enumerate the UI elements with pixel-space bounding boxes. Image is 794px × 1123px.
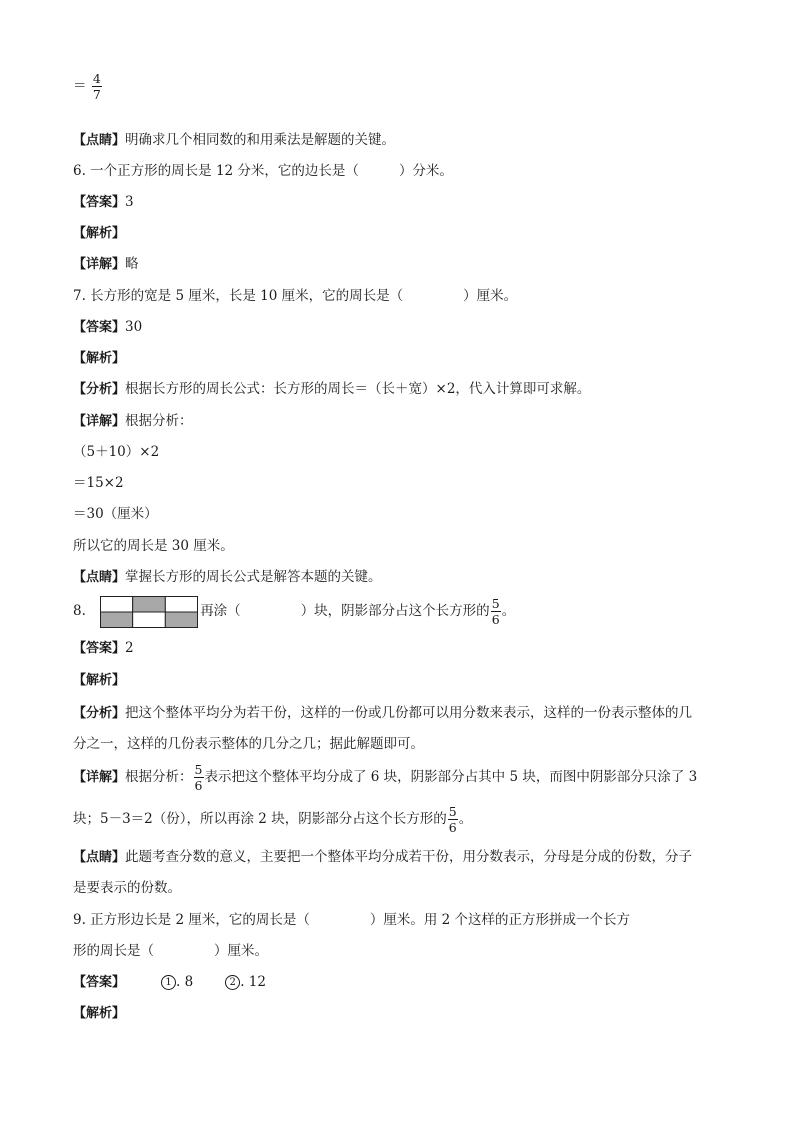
reasoning-tag: 【分析】 (73, 382, 126, 397)
detail-line (73, 760, 697, 795)
analysis-line (73, 223, 125, 244)
circled-number: 1 (161, 975, 176, 990)
question-text-end: ）厘米。 (214, 943, 268, 959)
analysis-tag: 【解析】 (73, 226, 126, 241)
analysis-tag: 【解析】 (73, 1006, 126, 1021)
question-7 (73, 286, 517, 306)
fraction (448, 804, 458, 835)
question-text-mid: ）厘米。用 2 个这样的正方形拼成一个长方 (369, 912, 631, 928)
unshaded-cell (100, 596, 133, 612)
reasoning-line (73, 379, 590, 400)
equation-line (73, 71, 103, 102)
question-text-end: ）厘米。 (463, 288, 518, 304)
reasoning-text: 把这个整体平均分为若干份，这样的一份或几份都可以用分数来表示，这样的一份表示整体的几 (125, 705, 693, 721)
fraction-denominator: 6 (194, 778, 203, 793)
question-text-mid: ）块，阴影部分占这个长方形的 (300, 603, 490, 619)
key-point-line (73, 847, 692, 868)
conclusion-line: 所以它的周长是 30 厘米。 (73, 538, 234, 554)
detail-text-end: 。 (458, 811, 473, 827)
shaded-cell (166, 612, 199, 628)
question-6 (73, 161, 453, 181)
question-text: 7. 长方形的宽是 5 厘米，长是 10 厘米，它的周长是（ (73, 288, 404, 304)
answer-tag: 【答案】 (73, 320, 126, 335)
fraction (194, 762, 204, 793)
fraction-numerator: 5 (448, 804, 457, 819)
answer-line (73, 972, 266, 993)
answer-value: . 12 (240, 974, 266, 990)
equals-sign: ＝ (73, 78, 87, 94)
answer-tag: 【答案】 (73, 641, 126, 656)
analysis-tag: 【解析】 (73, 351, 126, 366)
answer-value: 2 (125, 640, 134, 656)
answer-line (73, 192, 134, 213)
calc-line: （5＋10）×2 (73, 444, 160, 460)
key-point-tag: 【点睛】 (73, 570, 126, 585)
key-point-line (73, 567, 382, 588)
calc-line: ＝15×2 (73, 475, 124, 491)
answer-value: 30 (125, 319, 143, 335)
question-text-end: ）分米。 (398, 163, 453, 179)
key-point-line-2: 是要表示的份数。 (73, 880, 181, 896)
detail-text: 根据分析： (125, 413, 193, 429)
detail-text-cont: 表示把这个整体平均分成了 6 块，阴影部分占其中 5 块，而图中阴影部分只涂了 3 (204, 769, 698, 785)
detail-text: 略 (125, 256, 139, 272)
detail-text: 块；5－3＝2（份），所以再涂 2 块，阴影部分占这个长方形的 (73, 811, 447, 827)
shaded-cell (100, 612, 133, 628)
question-text: 6. 一个正方形的周长是 12 分米，它的边长是（ (73, 163, 359, 179)
rectangle-grid-figure (100, 596, 198, 628)
reasoning-tag: 【分析】 (73, 706, 126, 721)
fraction (92, 71, 102, 102)
reasoning-line (73, 703, 692, 724)
key-point-line (73, 130, 395, 151)
question-9 (73, 910, 630, 930)
fraction-numerator: 5 (491, 596, 500, 611)
analysis-line (73, 670, 125, 691)
answer-line (73, 317, 142, 338)
detail-line (73, 254, 139, 275)
key-point-tag: 【点睛】 (73, 133, 126, 148)
reasoning-text: 根据长方形的周长公式：长方形的周长＝（长＋宽）×2，代入计算即可求解。 (125, 381, 591, 397)
question-9-line-2 (73, 941, 268, 961)
calc-line: ＝30（厘米） (73, 506, 158, 522)
detail-line (73, 411, 193, 432)
question-number: 8. (73, 603, 86, 619)
analysis-tag: 【解析】 (73, 673, 126, 688)
detail-tag: 【详解】 (73, 414, 126, 429)
question-text: 形的周长是（ (73, 943, 154, 959)
question-8 (73, 594, 515, 628)
fraction-numerator: 5 (194, 762, 203, 777)
shaded-cell (133, 596, 166, 612)
answer-value: 3 (125, 194, 134, 210)
answer-line (73, 638, 134, 659)
answer-tag: 【答案】 (73, 195, 126, 210)
key-point-tag: 【点睛】 (73, 850, 126, 865)
unshaded-cell (133, 612, 166, 628)
fraction-denominator: 7 (92, 87, 101, 102)
key-point-text: 掌握长方形的周长公式是解答本题的关键。 (125, 569, 382, 585)
question-text-end: 。 (501, 603, 516, 619)
fraction (491, 596, 501, 627)
circled-number: 2 (225, 975, 240, 990)
detail-tag: 【详解】 (73, 770, 126, 785)
detail-tag: 【详解】 (73, 257, 126, 272)
fraction-denominator: 6 (448, 820, 457, 835)
answer-tag: 【答案】 (73, 975, 126, 990)
reasoning-line-2: 分之一，这样的几份表示整体的几分之几；据此解题即可。 (73, 736, 424, 752)
question-text: 再涂（ (200, 603, 241, 619)
key-point-text: 此题考查分数的意义，主要把一个整体平均分成若干份，用分数表示，分母是分成的份数，分子 (125, 849, 693, 865)
unshaded-cell (166, 596, 199, 612)
detail-line-2 (73, 802, 472, 836)
analysis-line (73, 1003, 125, 1024)
detail-text: 根据分析： (125, 769, 193, 785)
fraction-numerator: 4 (92, 71, 101, 86)
answer-value: . 8 (176, 974, 194, 990)
key-point-text: 明确求几个相同数的和用乘法是解题的关键。 (125, 132, 396, 148)
question-text: 9. 正方形边长是 2 厘米，它的周长是（ (73, 912, 310, 928)
analysis-line (73, 348, 125, 369)
fraction-denominator: 6 (491, 612, 500, 627)
